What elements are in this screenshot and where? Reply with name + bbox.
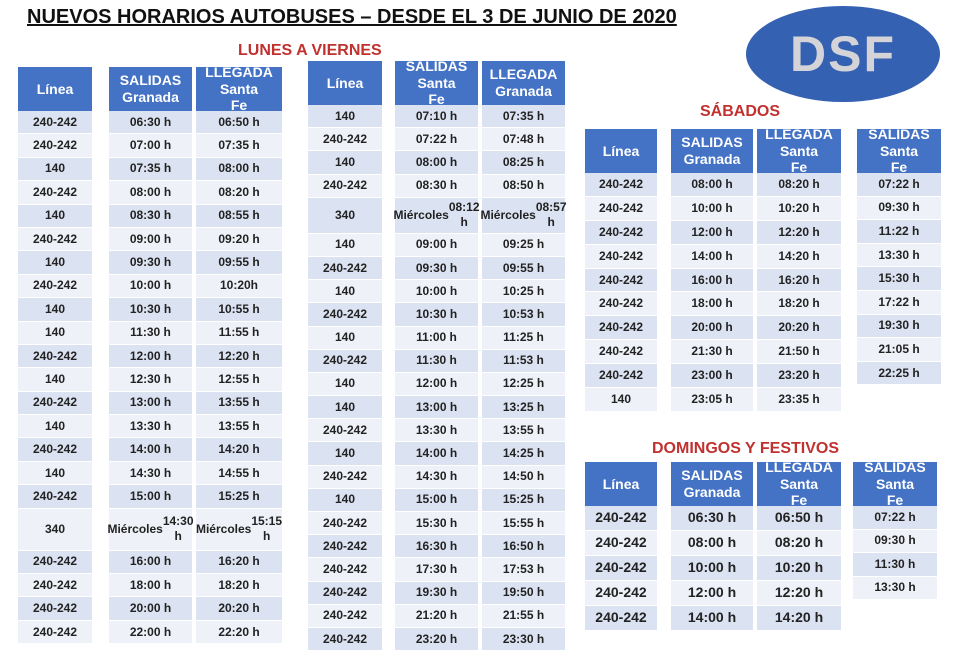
table-cell: 22:25 h	[857, 362, 941, 386]
table-cell: 23:35 h	[757, 388, 841, 412]
table-cell: 12:20 h	[757, 581, 841, 606]
table-cell: 14:00 h	[395, 442, 478, 465]
section-title-saturdays: SÁBADOS	[700, 103, 781, 120]
table-cell: 09:55 h	[482, 257, 565, 280]
table-cell: 21:30 h	[671, 340, 753, 364]
table-cell: 18:00 h	[109, 574, 192, 597]
table-cell: 10:00 h	[671, 556, 753, 581]
table-cell: 11:30 h	[109, 322, 192, 345]
saturday_granada-col-0	[585, 129, 657, 412]
table-cell: 08:20 h	[196, 181, 282, 204]
table-cell: 240-242	[18, 111, 92, 134]
table-cell: 11:30 h	[853, 553, 937, 577]
table-cell: 240-242	[585, 556, 657, 581]
table-cell: 240-242	[308, 257, 382, 280]
table-cell: 20:00 h	[109, 597, 192, 620]
table-cell: 10:53 h	[482, 303, 565, 326]
table-cell: 13:30 h	[395, 419, 478, 442]
table-cell: 15:00 h	[395, 489, 478, 512]
table-cell: 140	[18, 322, 92, 345]
table-cell: 18:00 h	[671, 292, 753, 316]
table-cell: 240-242	[18, 551, 92, 574]
table-cell: 07:10 h	[395, 105, 478, 128]
table-cell: 14:30 h	[395, 466, 478, 489]
table-cell: 10:55 h	[196, 298, 282, 321]
table-cell: 12:55 h	[196, 368, 282, 391]
column-header: SALIDAS Granada	[671, 129, 753, 173]
table-cell: 09:30 h	[853, 530, 937, 554]
table-cell: 10:30 h	[395, 303, 478, 326]
table-cell: 14:30 h	[109, 462, 192, 485]
table-cell: 140	[308, 396, 382, 419]
table-cell: 06:30 h	[109, 111, 192, 134]
table-cell: 140	[308, 489, 382, 512]
table-cell: 12:00 h	[671, 581, 753, 606]
saturday_granada-col-1	[671, 129, 753, 412]
table-cell: 13:55 h	[196, 392, 282, 415]
table-cell: 21:55 h	[482, 605, 565, 628]
table-cell: 21:20 h	[395, 605, 478, 628]
table-cell: 08:20 h	[757, 531, 841, 556]
sunday_granada-col-2	[757, 458, 841, 631]
table-cell: 140	[18, 205, 92, 228]
table-cell: 06:30 h	[671, 506, 753, 531]
table-cell: 11:55 h	[196, 322, 282, 345]
table-cell: 14:20 h	[757, 245, 841, 269]
saturday-santafe-col	[857, 125, 941, 385]
table-cell: 19:30 h	[395, 582, 478, 605]
table-cell: 06:50 h	[757, 506, 841, 531]
table-cell: 08:20 h	[757, 173, 841, 197]
table-cell: 20:00 h	[671, 316, 753, 340]
weekday_granada-col-1	[109, 67, 192, 644]
table-cell: 18:20 h	[757, 292, 841, 316]
table-cell: 08:25 h	[482, 151, 565, 174]
table-cell: 14:50 h	[482, 466, 565, 489]
table-cell: 12:00 h	[109, 345, 192, 368]
table-cell: 14:25 h	[482, 442, 565, 465]
table-cell: 10:25 h	[482, 280, 565, 303]
table-cell: 240-242	[585, 221, 657, 245]
table-cell: 240-242	[585, 197, 657, 221]
table-cell: 13:00 h	[395, 396, 478, 419]
table-cell: 240-242	[308, 512, 382, 535]
table-cell: 240-242	[18, 181, 92, 204]
table-cell: 240-242	[585, 340, 657, 364]
table-cell: 10:20 h	[757, 556, 841, 581]
table-cell: 140	[308, 105, 382, 128]
table-cell: 07:35 h	[109, 158, 192, 181]
table-cell: 21:05 h	[857, 338, 941, 362]
table-cell: 140	[308, 327, 382, 350]
table-cell: 240-242	[585, 173, 657, 197]
table-cell: 07:22 h	[853, 506, 937, 530]
table-cell: 08:30 h	[109, 205, 192, 228]
table-cell: 12:25 h	[482, 373, 565, 396]
table-cell: 240-242	[585, 531, 657, 556]
table-cell: 14:00 h	[671, 606, 753, 631]
table-cell: 07:48 h	[482, 128, 565, 151]
table-cell: 340	[18, 509, 92, 551]
table-cell: 14:00 h	[671, 245, 753, 269]
table-cell: 07:35 h	[196, 134, 282, 157]
table-cell: 07:22 h	[857, 173, 941, 197]
table-cell: 10:30 h	[109, 298, 192, 321]
column-header: SALIDAS Granada	[671, 462, 753, 506]
table-cell: 09:30 h	[109, 251, 192, 274]
table-cell: 240-242	[585, 364, 657, 388]
table-cell: 12:00 h	[671, 221, 753, 245]
column-header: SALIDAS Santa Fe	[853, 462, 937, 506]
table-cell: 23:20 h	[395, 628, 478, 651]
weekday_santafe-col-0	[308, 61, 382, 651]
table-cell: 10:00 h	[109, 275, 192, 298]
table-cell: 08:00 h	[671, 531, 753, 556]
column-header: LLEGADA Santa Fe	[196, 67, 282, 111]
table-cell: 240-242	[18, 134, 92, 157]
table-cell: 23:30 h	[482, 628, 565, 651]
table-cell: 240-242	[585, 606, 657, 631]
table-cell: 23:00 h	[671, 364, 753, 388]
table-cell: 14:20 h	[196, 438, 282, 461]
table-cell: 11:25 h	[482, 327, 565, 350]
column-header: SALIDAS Granada	[109, 67, 192, 111]
table-cell: 08:00 h	[109, 181, 192, 204]
table-cell: 16:00 h	[671, 269, 753, 293]
table-cell: 140	[18, 251, 92, 274]
table-cell: 140	[18, 298, 92, 321]
table-cell: 09:20 h	[196, 228, 282, 251]
table-cell: 140	[308, 234, 382, 257]
column-header: LLEGADA Santa Fe	[757, 129, 841, 173]
column-header: Línea	[18, 67, 92, 111]
table-cell: 240-242	[585, 269, 657, 293]
table-cell: 140	[308, 280, 382, 303]
table-cell: 240-242	[308, 535, 382, 558]
table-cell: 09:30 h	[395, 257, 478, 280]
column-header: SALIDAS Santa Fe	[395, 61, 478, 105]
table-cell: Miércoles 15:15 h	[196, 509, 282, 551]
table-cell: 08:50 h	[482, 175, 565, 198]
table-cell: 10:00 h	[671, 197, 753, 221]
table-cell: 140	[308, 373, 382, 396]
sunday_granada-col-0	[585, 462, 657, 631]
table-cell: 140	[18, 462, 92, 485]
table-cell: 13:00 h	[109, 392, 192, 415]
table-cell: 15:55 h	[482, 512, 565, 535]
table-cell: 10:20 h	[757, 197, 841, 221]
table-cell: 17:22 h	[857, 291, 941, 315]
table-cell: 13:55 h	[482, 419, 565, 442]
table-cell: 14:00 h	[109, 438, 192, 461]
table-cell: 19:30 h	[857, 315, 941, 339]
table-cell: 12:20 h	[757, 221, 841, 245]
table-cell: 240-242	[18, 438, 92, 461]
table-cell: 240-242	[308, 303, 382, 326]
table-cell: 09:25 h	[482, 234, 565, 257]
table-cell: 06:50 h	[196, 111, 282, 134]
table-cell: 11:53 h	[482, 350, 565, 373]
logo-text: DSF	[790, 26, 896, 82]
table-cell: 16:00 h	[109, 551, 192, 574]
table-cell: 15:00 h	[109, 485, 192, 508]
table-cell: 240-242	[585, 581, 657, 606]
table-cell: 240-242	[585, 245, 657, 269]
table-cell: 240-242	[18, 345, 92, 368]
table-cell: 240-242	[18, 275, 92, 298]
table-cell: Miércoles 08:12 h	[395, 198, 478, 234]
table-cell: 240-242	[18, 574, 92, 597]
table-cell: 07:22 h	[395, 128, 478, 151]
table-cell: 09:00 h	[395, 234, 478, 257]
table-cell: 20:20 h	[196, 597, 282, 620]
table-cell: 140	[18, 158, 92, 181]
weekday_santafe-col-2	[482, 61, 565, 651]
table-cell: 240-242	[585, 506, 657, 531]
table-cell: Miércoles 14:30 h	[109, 509, 192, 551]
table-cell: 340	[308, 198, 382, 234]
table-cell: 17:30 h	[395, 558, 478, 581]
weekday_granada-col-2	[195, 63, 283, 644]
table-cell: 240-242	[18, 228, 92, 251]
weekday_santafe-col-1	[393, 57, 480, 651]
table-cell: 12:30 h	[109, 368, 192, 391]
table-cell: 08:00 h	[196, 158, 282, 181]
column-header: LLEGADA Granada	[482, 61, 565, 105]
sunday_granada-col-1	[671, 462, 753, 631]
table-cell: 240-242	[308, 558, 382, 581]
table-cell: 240-242	[18, 621, 92, 644]
column-header: Línea	[308, 61, 382, 105]
table-cell: 12:00 h	[395, 373, 478, 396]
table-cell: 19:50 h	[482, 582, 565, 605]
section-title-sundays: DOMINGOS Y FESTIVOS	[652, 440, 839, 457]
table-cell: 140	[585, 388, 657, 412]
table-cell: 09:30 h	[857, 197, 941, 221]
table-cell: 15:30 h	[395, 512, 478, 535]
table-cell: Miércoles 08:57 h	[482, 198, 565, 234]
table-cell: 15:25 h	[482, 489, 565, 512]
table-cell: 14:55 h	[196, 462, 282, 485]
table-cell: 240-242	[308, 350, 382, 373]
table-cell: 11:00 h	[395, 327, 478, 350]
table-cell: 18:20 h	[196, 574, 282, 597]
column-header: Línea	[585, 129, 657, 173]
table-cell: 16:20 h	[196, 551, 282, 574]
table-cell: 23:05 h	[671, 388, 753, 412]
table-cell: 15:30 h	[857, 267, 941, 291]
table-cell: 13:30 h	[109, 415, 192, 438]
table-cell: 17:53 h	[482, 558, 565, 581]
table-cell: 140	[308, 442, 382, 465]
table-cell: 22:20 h	[196, 621, 282, 644]
column-header: Línea	[585, 462, 657, 506]
table-cell: 16:30 h	[395, 535, 478, 558]
table-cell: 240-242	[308, 419, 382, 442]
table-cell: 240-242	[308, 466, 382, 489]
table-cell: 240-242	[18, 597, 92, 620]
table-cell: 140	[308, 151, 382, 174]
table-cell: 20:20 h	[757, 316, 841, 340]
table-cell: 240-242	[18, 485, 92, 508]
table-cell: 140	[18, 415, 92, 438]
dsf-logo	[746, 6, 940, 102]
table-cell: 240-242	[308, 605, 382, 628]
table-cell: 240-242	[308, 128, 382, 151]
table-cell: 11:30 h	[395, 350, 478, 373]
table-cell: 08:55 h	[196, 205, 282, 228]
table-cell: 09:00 h	[109, 228, 192, 251]
table-cell: 240-242	[18, 392, 92, 415]
table-cell: 09:55 h	[196, 251, 282, 274]
table-cell: 08:30 h	[395, 175, 478, 198]
table-cell: 15:25 h	[196, 485, 282, 508]
table-cell: 13:25 h	[482, 396, 565, 419]
table-cell: 240-242	[308, 628, 382, 651]
table-cell: 13:55 h	[196, 415, 282, 438]
section-title-weekdays: LUNES A VIERNES	[238, 42, 382, 59]
table-cell: 240-242	[585, 316, 657, 340]
table-cell: 08:00 h	[671, 173, 753, 197]
table-cell: 21:50 h	[757, 340, 841, 364]
saturday_granada-col-2	[757, 125, 841, 412]
table-cell: 14:20 h	[757, 606, 841, 631]
sunday-santafe-col	[853, 458, 937, 600]
weekday_granada-col-0	[18, 67, 92, 644]
table-cell: 240-242	[585, 292, 657, 316]
table-cell: 23:20 h	[757, 364, 841, 388]
table-cell: 12:20 h	[196, 345, 282, 368]
table-cell: 16:50 h	[482, 535, 565, 558]
table-cell: 13:30 h	[857, 244, 941, 268]
table-cell: 22:00 h	[109, 621, 192, 644]
table-cell: 07:00 h	[109, 134, 192, 157]
page-title: NUEVOS HORARIOS AUTOBUSES – DESDE EL 3 DE JUNIO DE 2020	[27, 6, 677, 28]
table-cell: 10:00 h	[395, 280, 478, 303]
table-cell: 08:00 h	[395, 151, 478, 174]
table-cell: 240-242	[308, 175, 382, 198]
table-cell: 07:35 h	[482, 105, 565, 128]
table-cell: 240-242	[308, 582, 382, 605]
table-cell: 140	[18, 368, 92, 391]
table-cell: 13:30 h	[853, 577, 937, 601]
table-cell: 11:22 h	[857, 220, 941, 244]
table-cell: 10:20h	[196, 275, 282, 298]
column-header: LLEGADA Santa Fe	[757, 462, 841, 506]
column-header: SALIDAS Santa Fe	[857, 129, 941, 173]
table-cell: 16:20 h	[757, 269, 841, 293]
